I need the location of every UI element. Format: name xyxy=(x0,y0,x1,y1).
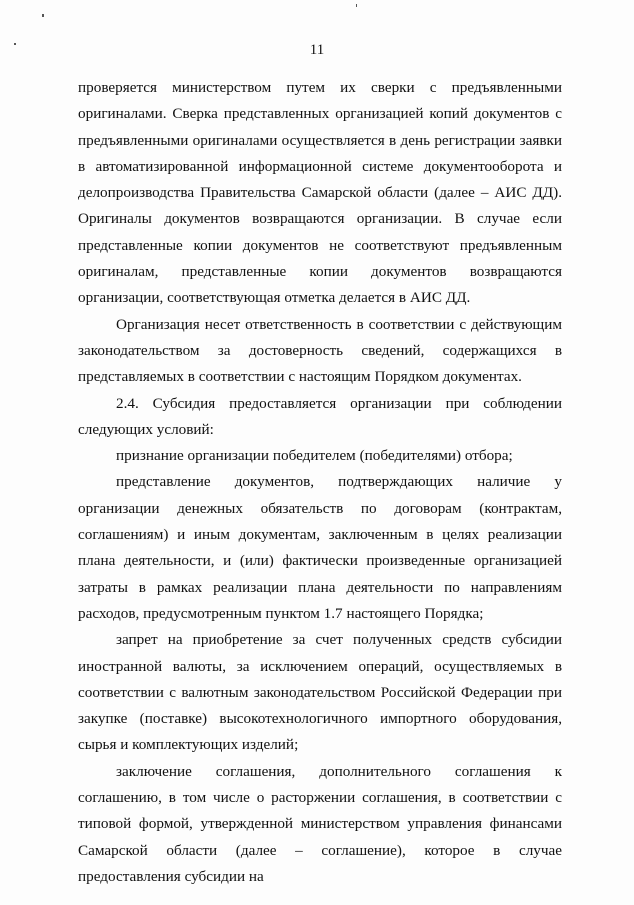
scan-artifact-mark xyxy=(356,4,357,7)
paragraph-condition-winner: признание организации победителем (победителями) отбора; xyxy=(116,447,513,465)
paragraph-condition-documents: представление документов, подтверждающих наличие у организации денежных обязательств по договорам (контрактам, соглашениям) и иным документам, заключенным в целях реализации плана деятельности, и (или) фактически произведенные организацией затраты в рамках реализации плана деятельности по направлениям расходов, предусмотренным пунктом 1.7 настоящего Порядка; xyxy=(78,473,562,622)
paragraph-responsibility: Организация несет ответственность в соответствии с действующим законодательством за достоверность сведений, содержащихся в представляемых в соответствии с настоящим Порядком документах. xyxy=(78,315,562,386)
paragraph-clause-2-4: 2.4. Субсидия предоставляется организации при соблюдении следующих условий: xyxy=(78,394,562,438)
scan-artifact-mark xyxy=(42,14,44,17)
paragraph-condition-currency-ban: запрет на приобретение за счет полученных средств субсидии иностранной валюты, за исключением операций, осуществляемых в соответствии с валютным законодательством Российской Федерации при закупке (поставке) высокотехнологичного импортного оборудования, сырья и комплектующих изделий; xyxy=(78,631,562,754)
paragraph-verification-continued: проверяется министерством путем их сверки с предъявленными оригиналами. Сверка представленных организацией копий документов с предъявленными оригиналами осуществляется в день регистрации заявки в автоматизированной информационной системе документооборота и делопроизводства Правительства Самарской области (далее – АИС ДД). Оригиналы документов возвращаются организации. В случае если представленные копии документов не соответствуют предъявленным оригиналам, представленные копии документов возвращаются организации, соответствующая отметка делается в АИС ДД. xyxy=(78,79,562,307)
paragraph-condition-agreement: заключение соглашения, дополнительного соглашения к соглашению, в том числе о расторжении соглашения, в соответствии с типовой формой, утвержденной министерством управления финансами Самарской области (далее – соглашение), которое в случае предоставления субсидии на xyxy=(78,762,562,885)
document-body xyxy=(78,75,562,890)
page-number: 11 xyxy=(309,42,325,58)
